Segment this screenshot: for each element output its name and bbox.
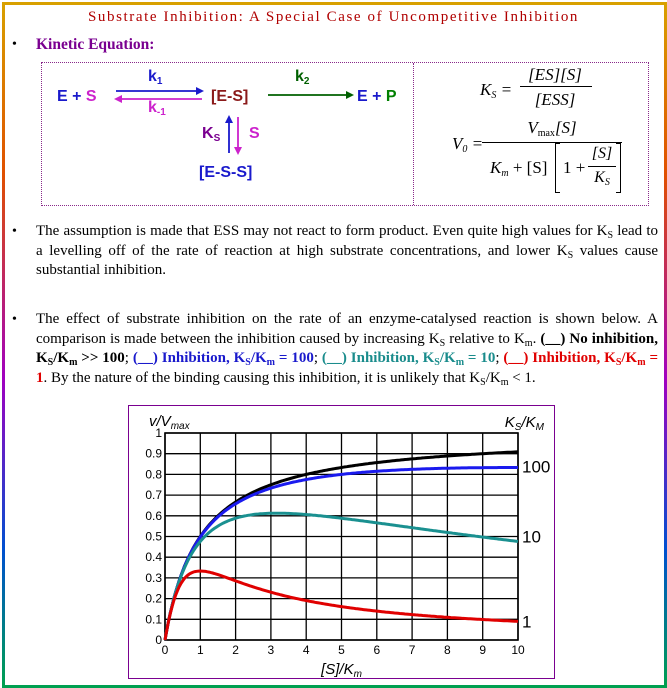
x-tick-label: 6 (373, 643, 381, 657)
kinetic-equation-label: Kinetic Equation: (36, 36, 155, 53)
enzyme-plus: E + (57, 88, 82, 105)
chart-svg (129, 406, 554, 678)
page-title: Substrate Inhibition: A Special Case of Uncompetitive Inhibition (87, 9, 580, 25)
forward-arrow (268, 90, 354, 100)
inner-frac-den: $K_S$ (594, 169, 610, 188)
y-tick-label: 1 (155, 426, 162, 440)
series-end-label: 100 (522, 457, 551, 477)
es-complex: [E-S] (211, 88, 249, 105)
bullet-dot: • (12, 312, 17, 327)
x-tick-label: 0 (161, 643, 169, 657)
ks-label: $K_S$ (202, 125, 221, 144)
x-tick-label: 3 (267, 643, 275, 657)
v0-denominator: $K_m + [S]$ (490, 158, 548, 179)
x-tick-label: 1 (196, 643, 204, 657)
x-tick-label: 7 (408, 643, 416, 657)
inner-fraction-bar (588, 166, 616, 167)
v0-numerator: $V_{max}[S]$ (527, 118, 577, 139)
left-bracket (555, 143, 560, 193)
ks-fraction-bar (520, 86, 592, 87)
vertical-equilibrium-arrows (225, 115, 243, 155)
y-tick-label: 0.3 (145, 570, 162, 585)
y-tick-label: 0.6 (145, 508, 162, 523)
y-tick-label: 0.1 (145, 612, 162, 627)
reaction-scheme-left (57, 88, 97, 106)
paragraph-assumption: The assumption is made that ESS may not react to form product. Even quite high values for $K_S$ lead to a levelling off of the rate of reaction at high substrate concentrations, and lower $K_S$ values cause substantial inhibition. (36, 223, 658, 278)
v0-equation-lhs: $V_0$ = (452, 134, 484, 155)
inhibition-chart (128, 405, 555, 679)
k1-label: $k_1$ (148, 68, 163, 87)
x-axis-label: $[S]/K_m$ (321, 661, 362, 678)
ess-complex: [E-S-S] (199, 164, 253, 181)
x-tick-label: 4 (302, 643, 310, 657)
inner-frac-num: [S] (591, 145, 613, 162)
y-tick-label: 0.5 (145, 529, 162, 544)
y-tick-label: 0.9 (145, 446, 162, 461)
x-tick-label: 10 (511, 643, 525, 657)
y-tick-label: 0.7 (145, 488, 162, 503)
paragraph-comparison: The effect of substrate inhibition on the rate of an enzyme-catalysed reaction is shown below. A comparison is made between the inhibition caused by increasing $K_S$ relative to $K_m$. (__) No inhibition, $K_S/K_m >> 100$; (__) Inhibition, $K_S/K_m = 100$; (__) Inhibition, $K_S/K_m = 10$; (__) Inhibition, $K_S/K_m = 1$. By the nature of the binding causing this inhibition, it is unlikely that $K_S/K_m < 1$. (36, 311, 659, 388)
series-end-label: 10 (522, 527, 541, 547)
right-bracket (616, 143, 621, 193)
bullet-dot: • (12, 37, 17, 52)
v0-fraction-bar (482, 142, 622, 143)
x-tick-label: 8 (444, 643, 451, 657)
right-axis-label: $K_S/K_M$ (504, 414, 544, 433)
equilibrium-arrows (114, 87, 204, 103)
y-tick-label: 0 (155, 633, 162, 647)
enzyme-plus-product: E + P (357, 88, 397, 105)
series-end-label: 1 (522, 612, 532, 632)
one-plus: 1 + (563, 158, 586, 177)
ks-numerator: [ES][S] (528, 65, 582, 84)
second-substrate: S (249, 125, 260, 142)
y-tick-label: 0.8 (145, 467, 162, 482)
equation-box (41, 62, 649, 206)
k2-label: $k_2$ (295, 68, 310, 87)
y-tick-label: 0.2 (145, 591, 162, 606)
y-axis-label: $v/V_{max}$ (149, 413, 190, 432)
ks-denominator: [ESS] (534, 90, 576, 109)
equation-divider (413, 63, 414, 205)
y-tick-label: 0.4 (145, 550, 162, 565)
x-tick-label: 2 (232, 643, 239, 657)
x-tick-label: 5 (338, 643, 345, 657)
k-minus1-label: $k_{-1}$ (148, 99, 166, 118)
x-tick-label: 9 (479, 643, 487, 657)
ks-equation-lhs: $K_S$ = (480, 80, 513, 101)
bullet-dot: • (12, 224, 17, 239)
substrate: S (85, 88, 97, 105)
